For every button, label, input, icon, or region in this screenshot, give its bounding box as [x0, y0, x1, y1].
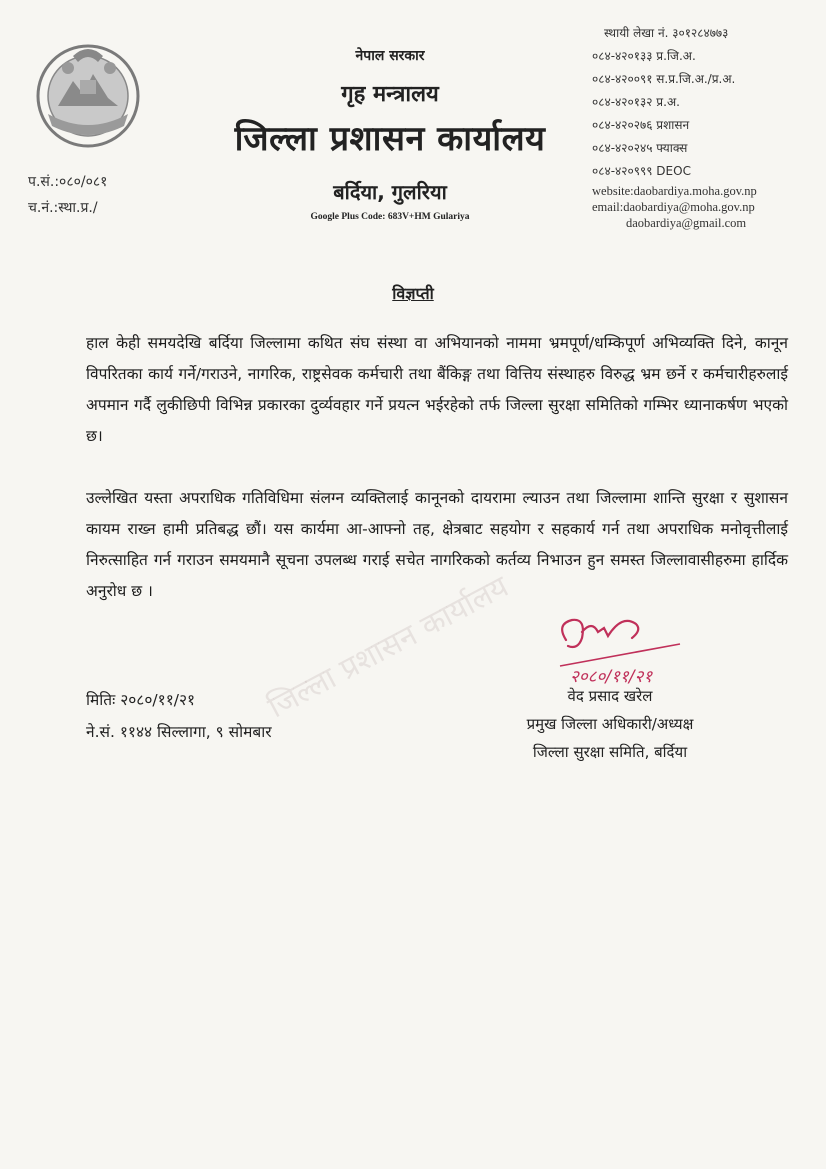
office-location: बर्दिया, गुलरिया: [333, 180, 447, 204]
signatory-title: प्रमुख जिल्ला अधिकारी/अध्यक्ष: [526, 715, 694, 733]
signature-date: २०८०/११/२१: [570, 667, 653, 687]
notice-paragraph-2: उल्लेखित यस्ता अपराधिक गतिविधिमा संलग्न व्यक्तिलाई कानूनको दायरामा ल्याउन तथा जिल्लामा शान्ति सुरक्षा र सुशासन कायम राख्न हामी प्रतिबद्ध छौं। यस कार्यमा आ-आफ्नो तह, क्षेत्रबाट सहयोग र सहकार्य गर्न तथा अपराधिक मनोवृत्तीलाई निरुत्साहित गर्न गराउन समयमानै सूचना उपलब्ध गराई सचेत नागरिकको कर्तव्य निभाउन हुन समस्त जिल्लावासीहरुमा हार्दिक अनुरोध छ ।: [86, 489, 788, 600]
signatory-block: [470, 682, 750, 766]
website: website:daobardiya.moha.gov.np: [592, 184, 757, 198]
date-nepal-sambat: ने.सं. ११४४ सिल्लागा, ९ सोमबार: [86, 723, 272, 741]
pan-number: स्थायी लेखा नं. ३०१२८४७७३: [604, 26, 729, 40]
email-secondary: daobardiya@gmail.com: [626, 216, 747, 230]
signatory-name: वेद प्रसाद खरेल: [567, 687, 653, 705]
phone-line: ०८४-४२०९९९ DEOC: [592, 164, 691, 178]
signature-icon: [552, 610, 692, 690]
email-primary: email:daobardiya@moha.gov.np: [592, 200, 755, 214]
date-bs: मितिः २०८०/११/२१: [86, 691, 196, 709]
office-watermark: जिल्ला प्रशासन कार्यालय: [262, 569, 515, 726]
phone-line: ०८४-४२०१३२ प्र.अ.: [592, 95, 680, 109]
dispatch-number: च.नं.:स्था.प्र./: [28, 200, 98, 216]
notice-title: [0, 282, 826, 304]
office-name: जिल्ला प्रशासन कार्यालय: [234, 119, 546, 159]
notice-paragraph-1: हाल केही समयदेखि बर्दिया जिल्लामा कथित संघ संस्था वा अभियानको नाममा भ्रमपूर्ण/धम्किपूर्ण अभिव्यक्ति दिने, कानून विपरितका कार्य गर्ने/गराउने, नागरिक, राष्ट्रसेवक कर्मचारी तथा बैंकिङ्ग तथा वित्तिय संस्थाहरु विरुद्ध भ्रम छर्ने र कर्मचारीहरुलाई अपमान गर्दै लुकीछिपी विभिन्न प्रकारका दुर्व्यवहार गर्ने प्रयत्न भईरहेको तर्फ जिल्ला सुरक्षा समितिको गम्भिर ध्यानाकर्षण भएको छ।: [86, 334, 788, 445]
signatory-committee: जिल्ला सुरक्षा समिति, बर्दिया: [532, 743, 688, 761]
phone-line: ०८४-४२०२७६ प्रशासन: [592, 118, 690, 132]
notice-title-text: विज्ञप्ती: [392, 284, 434, 303]
contact-block: [592, 22, 822, 231]
nepal-emblem-icon: [28, 36, 148, 152]
fiscal-year-ref: प.सं.:०८०/०८१: [28, 174, 108, 190]
government-name: नेपाल सरकार: [355, 48, 425, 64]
ministry-name: गृह मन्त्रालय: [341, 82, 439, 107]
phone-line: ०८४-४२००९१ स.प्र.जि.अ./प्र.अ.: [592, 72, 736, 86]
phone-line: ०८४-४२०२४५ फ्याक्स: [592, 141, 688, 155]
phone-line: ०८४-४२०१३३ प्र.जि.अ.: [592, 49, 696, 63]
plus-code: Google Plus Code: 683V+HM Gulariya: [310, 212, 470, 222]
